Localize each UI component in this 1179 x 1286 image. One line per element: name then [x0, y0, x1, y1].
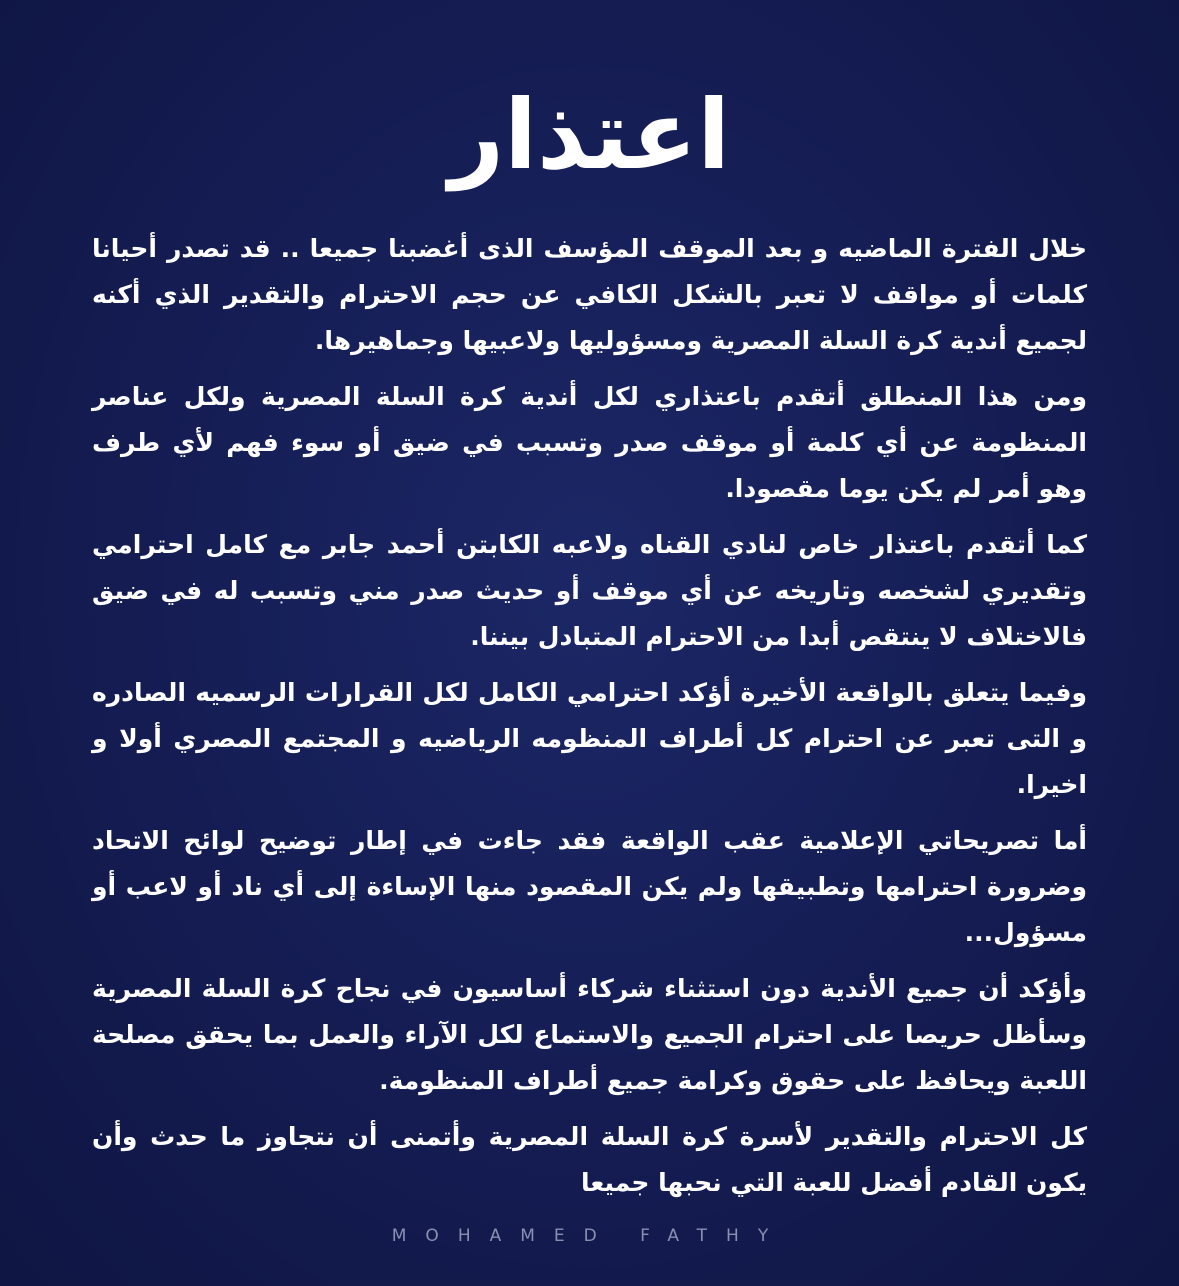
- paragraph-7: كل الاحترام والتقدير لأسرة كرة السلة المصرية وأتمنى أن نتجاوز ما حدث وأن يكون القادم أفضل للعبة التي نحبها جميعا: [92, 1122, 1087, 1197]
- paragraph-6: وأؤكد أن جميع الأندية دون استثناء شركاء أساسيون في نجاح كرة السلة المصرية وسأظل حريصا على احترام الجميع والاستماع لكل الآراء والعمل بما يحقق مصلحة اللعبة ويحافظ على حقوق وكرامة جميع أطراف المنظومة.: [92, 974, 1087, 1095]
- author-signature: MOHAMED FATHY: [391, 1226, 788, 1246]
- paragraph-5: أما تصريحاتي الإعلامية عقب الواقعة فقد جاءت في إطار توضيح لوائح الاتحاد وضرورة احترامها وتطبيقها ولم يكن المقصود منها الإساءة إلى أي ناد أو لاعب أو مسؤول...: [92, 826, 1087, 947]
- apology-body: [92, 226, 1087, 1216]
- paragraph-4: وفيما يتعلق بالواقعة الأخيرة أؤكد احترامي الكامل لكل القرارات الرسميه الصادره و التى تعبر عن احترام كل أطراف المنظومه الرياضيه و المجتمع المصري أولا و اخيرا.: [92, 678, 1087, 799]
- paragraph-2: ومن هذا المنطلق أتقدم باعتذاري لكل أندية كرة السلة المصرية ولكل عناصر المنظومة عن أي كلمة أو موقف صدر وتسبب في ضيق أو سوء فهم لأي طرف وهو أمر لم يكن يوما مقصودا.: [92, 382, 1087, 503]
- paragraph-1: خلال الفترة الماضيه و بعد الموقف المؤسف الذى أغضبنا جميعا .. قد تصدر أحيانا كلمات أو مواقف لا تعبر بالشكل الكافي عن حجم الاحترام والتقدير الذي أكنه لجميع أندية كرة السلة المصرية ومسؤوليها ولاعبيها وجماهيرها.: [92, 234, 1087, 355]
- page-title: اعتذار: [448, 79, 731, 191]
- paragraph-3: كما أتقدم باعتذار خاص لنادي القناه ولاعبه الكابتن أحمد جابر مع كامل احترامي وتقديري لشخصه وتاريخه عن أي موقف أو حديث صدر مني وتسبب له في ضيق فالاختلاف لا ينتقص أبدا من الاحترام المتبادل بيننا.: [92, 530, 1087, 651]
